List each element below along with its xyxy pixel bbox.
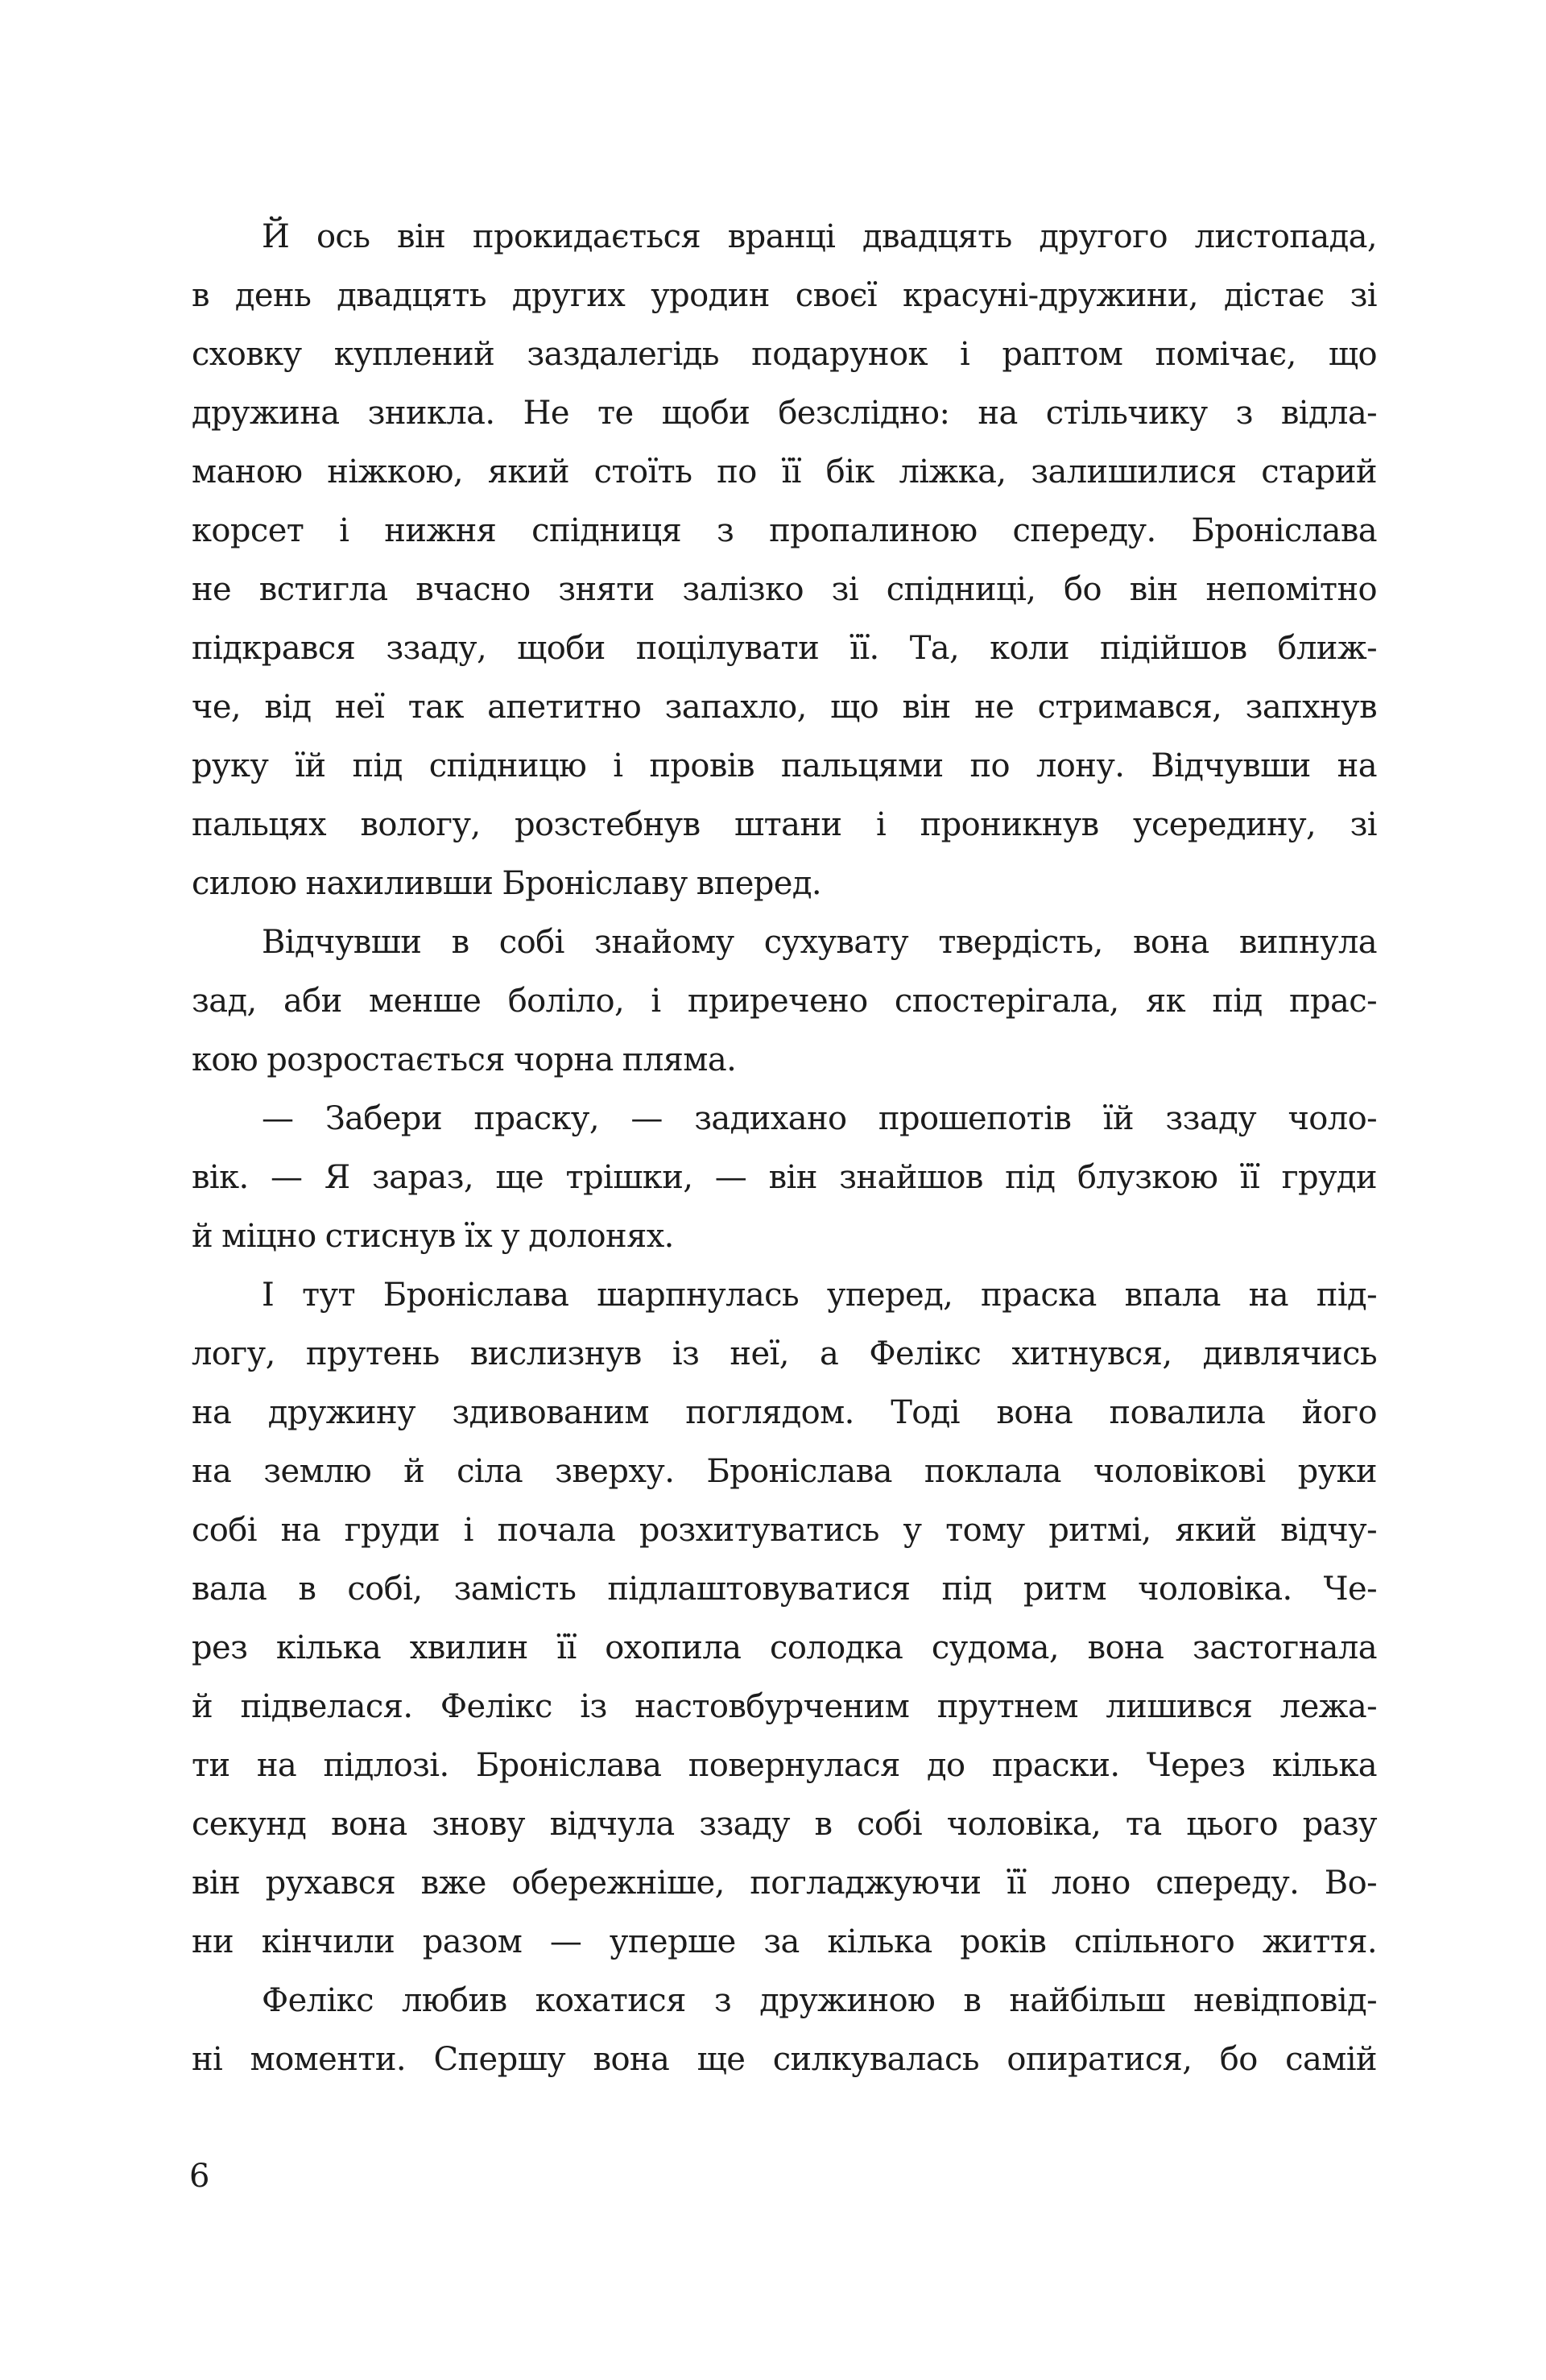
text-line: Відчувши в собі знайому сухувату твердість, вона випнула — [262, 924, 1377, 961]
text-line: зад, аби менше боліло, і приречено спостерігала, як під прас- — [192, 983, 1377, 1020]
body-text — [192, 208, 1377, 2089]
text-line: логу, прутень вислизнув із неї, а Фелікс хитнувся, дивлячись — [192, 1335, 1377, 1372]
text-line: дружина зникла. Не те щоби безслідно: на стільчику з відла- — [192, 395, 1377, 432]
text-line: пальцях вологу, розстебнув штани і проникнув усередину, зі — [192, 806, 1377, 843]
text-line: кою розростається чорна пляма. — [192, 1041, 737, 1078]
text-line: корсет і нижня спідниця з пропалиною спереду. Броніслава — [192, 512, 1377, 549]
text-line: секунд вона знову відчула ззаду в собі чоловіка, та цього разу — [192, 1806, 1377, 1843]
text-line: на землю й сіла зверху. Броніслава поклала чоловікові руки — [192, 1453, 1377, 1490]
text-line: І тут Броніслава шарпнулась уперед, праска впала на під- — [262, 1277, 1377, 1314]
paragraph-3-dialogue — [192, 1090, 1377, 1266]
text-line: че, від неї так апетитно запахло, що він не стримався, запхнув — [192, 689, 1377, 726]
text-line: ні моменти. Спершу вона ще силкувалась опиратися, бо самій — [192, 2041, 1377, 2078]
paragraph-2 — [192, 913, 1377, 1090]
text-line: ни кінчили разом — уперше за кілька років спільного життя. — [192, 1923, 1377, 1960]
text-line: підкрався ззаду, щоби поцілувати її. Та, коли підійшов ближ- — [192, 630, 1377, 667]
text-line: в день двадцять других уродин своєї красуні-дружини, дістає зі — [192, 277, 1377, 314]
paragraph-5 — [192, 1972, 1377, 2089]
text-line: Й ось він прокидається вранці двадцять другого листопада, — [262, 218, 1377, 255]
text-line: маною ніжкою, який стоїть по її бік ліжка, залишилися старий — [192, 453, 1377, 490]
text-line: собі на груди і почала розхитуватись у тому ритмі, який відчу- — [192, 1512, 1377, 1549]
text-line: сховку куплений заздалегідь подарунок і раптом помічає, що — [192, 336, 1377, 373]
text-line: руку їй під спідницю і провів пальцями по лону. Відчувши на — [192, 747, 1377, 784]
text-line: — Забери праску, — задихано прошепотів їй ззаду чоло- — [262, 1100, 1377, 1137]
text-line: він рухався вже обережніше, погладжуючи її лоно спереду. Во- — [192, 1865, 1377, 1902]
paragraph-4 — [192, 1266, 1377, 1972]
text-line: вала в собі, замість підлаштовуватися під ритм чоловіка. Че- — [192, 1571, 1377, 1608]
text-line: не встигла вчасно зняти залізко зі спідниці, бо він непомітно — [192, 571, 1377, 608]
text-line: ти на підлозі. Броніслава повернулася до праски. Через кілька — [192, 1747, 1377, 1784]
text-line: й міцно стиснув їх у долонях. — [192, 1218, 674, 1255]
text-line: й підвелася. Фелікс із настовбурченим прутнем лишився лежа- — [192, 1688, 1377, 1725]
text-line: силою нахиливши Броніславу вперед. — [192, 865, 822, 902]
text-line: Фелікс любив кохатися з дружиною в найбільш невідповід- — [262, 1982, 1377, 2019]
paragraph-1 — [192, 208, 1377, 913]
text-line: вік. — Я зараз, ще трішки, — він знайшов під блузкою її груди — [192, 1159, 1377, 1196]
page-number: 6 — [189, 2158, 210, 2195]
text-line: на дружину здивованим поглядом. Тоді вона повалила його — [192, 1394, 1377, 1431]
text-line: рез кілька хвилин її охопила солодка судома, вона застогнала — [192, 1629, 1377, 1666]
